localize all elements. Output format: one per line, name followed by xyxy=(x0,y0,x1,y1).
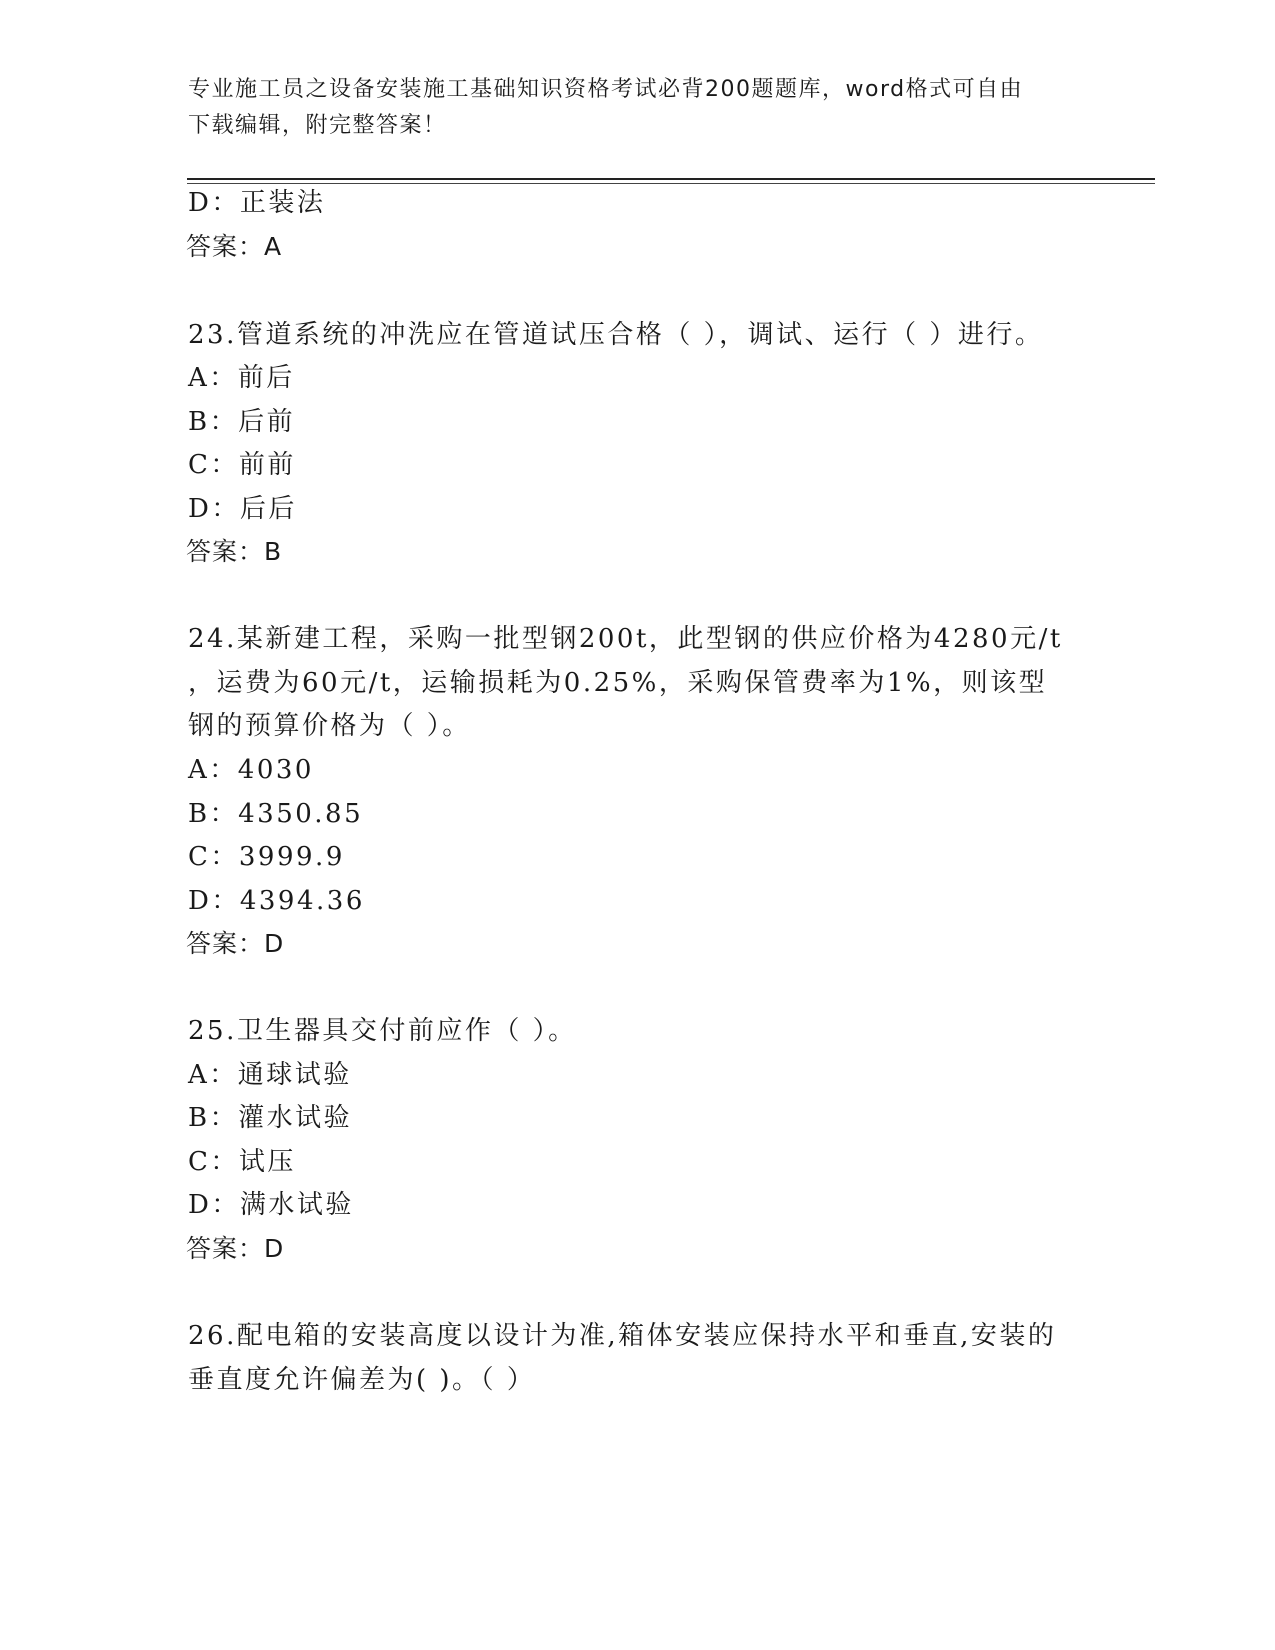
q24-stem-line-1: 24.某新建工程，采购一批型钢200t，此型钢的供应价格为4280元/t xyxy=(188,624,1063,654)
header-title-line-2: 下载编辑，附完整答案！ xyxy=(188,113,447,138)
q25-option-c: C：试压 xyxy=(188,1147,296,1177)
q23-stem: 23.管道系统的冲洗应在管道试压合格（ ），调试、运行（ ）进行。 xyxy=(188,320,1044,350)
header-title-line-1: 专业施工员之设备安装施工基础知识资格考试必背200题题库，word格式可自由 xyxy=(188,77,1024,102)
q24-option-d: D：4394.36 xyxy=(188,886,365,916)
q25-option-b: B：灌水试验 xyxy=(188,1103,353,1133)
q25-option-a: A：通球试验 xyxy=(188,1060,352,1090)
q22-option-d: D：正装法 xyxy=(188,188,326,218)
q23-option-a: A：前后 xyxy=(188,363,295,393)
q25-option-d: D：满水试验 xyxy=(188,1190,354,1220)
q24-option-a: A：4030 xyxy=(188,755,314,785)
q22-answer: 答案：A xyxy=(186,232,283,261)
q26-stem-line-1: 26.配电箱的安装高度以设计为准,箱体安装应保持水平和垂直,安装的 xyxy=(188,1321,1057,1351)
q23-option-c: C：前前 xyxy=(188,450,296,480)
q24-stem-line-3: 钢的预算价格为（ ）。 xyxy=(188,711,471,741)
q24-stem-line-2: ，运费为60元/t，运输损耗为0.25%，采购保管费率为1%，则该型 xyxy=(188,668,1048,698)
q23-option-b: B：后前 xyxy=(188,407,296,437)
q25-answer: 答案：D xyxy=(186,1234,285,1263)
q23-answer: 答案：B xyxy=(186,537,283,566)
header-divider-thick xyxy=(187,178,1155,180)
q24-answer: 答案：D xyxy=(186,929,285,958)
q25-stem: 25.卫生器具交付前应作（ ）。 xyxy=(188,1016,577,1046)
q26-stem-line-2: 垂直度允许偏差为( )。（ ） xyxy=(188,1365,536,1395)
q24-option-c: C：3999.9 xyxy=(188,842,345,872)
document-header xyxy=(188,72,1068,144)
header-divider-thin xyxy=(187,183,1155,184)
q24-option-b: B：4350.85 xyxy=(188,799,364,829)
q23-option-d: D：后后 xyxy=(188,494,297,524)
